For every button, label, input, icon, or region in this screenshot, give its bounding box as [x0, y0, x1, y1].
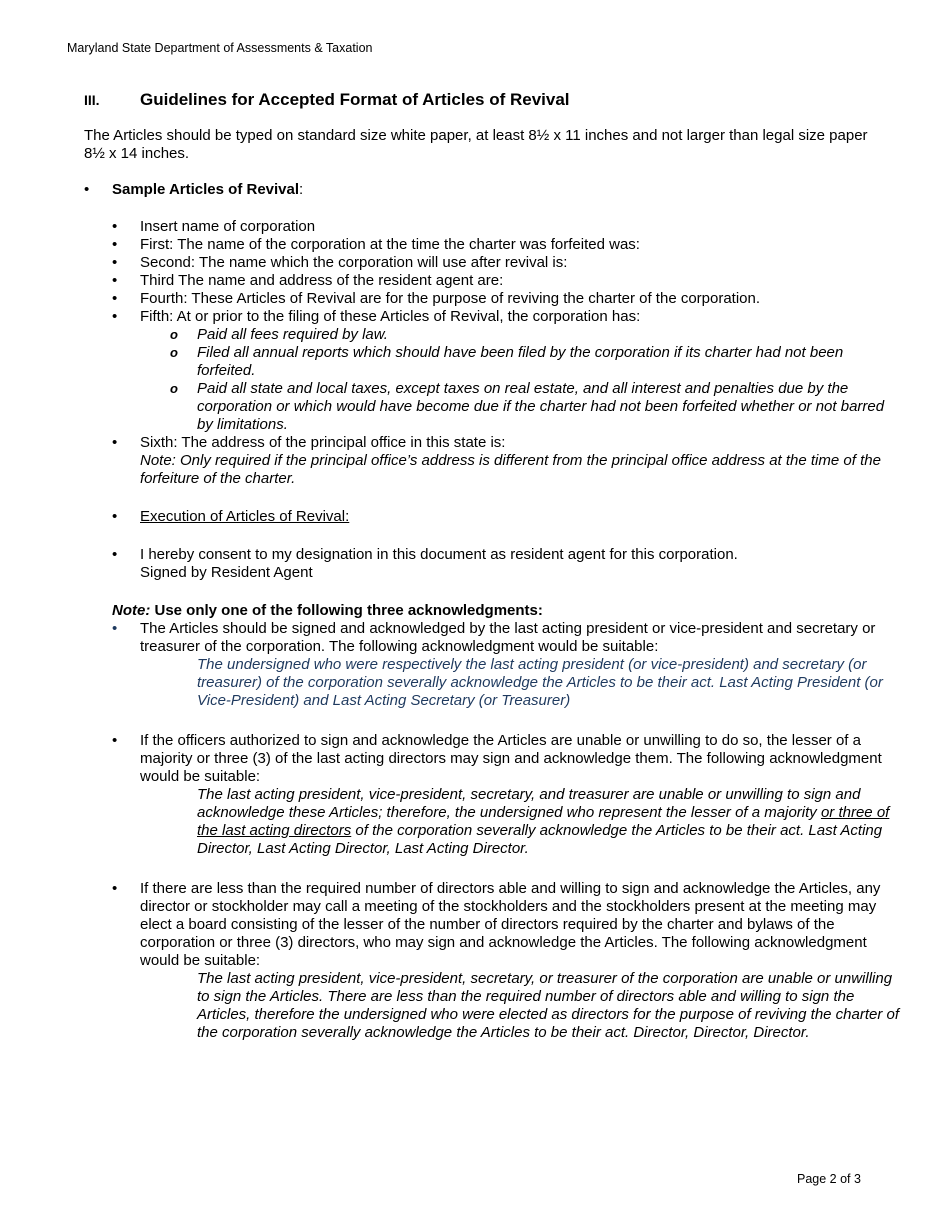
list-item: • Second: The name which the corporation will use after revival is:	[112, 254, 568, 271]
ack-item: • The Articles should be signed and acknowledged by the last acting president or vice-president and secretary or treasurer of the corporation. The following acknowledgment would be suitable:	[112, 620, 876, 655]
sub-item: o Paid all state and local taxes, except taxes on real estate, and all interest and penalties due by the corporation or which would have become due if the charter had not been forfeited whether or not barred by limitations.	[170, 380, 885, 433]
article-line: Insert name of corporation	[140, 218, 316, 235]
sub-item-text: Paid all state and local taxes, except taxes on real estate, and all interest and penalties due by the corporation or which would have become due if the charter had not been forfeited whether or not barred by limitations.	[197, 380, 885, 433]
article-line: Second: The name which the corporation will use after revival is:	[140, 254, 568, 271]
sub-item: o Filed all annual reports which should have been filed by the corporation if its charter had not been forfeited.	[170, 344, 844, 379]
list-item: • Insert name of corporation	[112, 218, 316, 235]
sub-item-text: Paid all fees required by law.	[197, 326, 388, 343]
ack-example: The undersigned who were respectively the last acting president (or vice-president) and secretary (or treasurer) of the corporation severally acknowledge the Articles to be their act. Last Acting President (or Vice-President) and Last Acting Secretary (or Treasurer)	[197, 656, 883, 709]
bullet: •	[84, 181, 90, 198]
article-line: First: The name of the corporation at the time the charter was forfeited was:	[140, 236, 640, 253]
list-item: • First: The name of the corporation at the time the charter was forfeited was:	[112, 236, 640, 253]
list-item: • Fifth: At or prior to the filing of these Articles of Revival, the corporation has:	[112, 308, 641, 325]
list-item: • I hereby consent to my designation in this document as resident agent for this corporation.	[112, 546, 738, 563]
section-heading	[84, 90, 570, 110]
ack-item: • If the officers authorized to sign and acknowledge the Articles are unable or unwilling to do so, the lesser of a majority or three (3) of the last acting directors may sign and acknowledge them. The following acknowledgment would be suitable:	[112, 732, 882, 785]
intro-paragraph: The Articles should be typed on standard size white paper, at least 8½ x 11 inches and not larger than legal size paper 8½ x 14 inches.	[84, 127, 868, 162]
sample-heading-label: Sample Articles of Revival	[112, 181, 300, 198]
section-number: III.	[84, 92, 100, 108]
list-item: • Fourth: These Articles of Revival are for the purpose of reviving the charter of the corporation.	[112, 290, 761, 307]
ack-example-part: of the corporation severally acknowledge the Articles to be their act. Last Acting Director, Last Acting Director, Last Acting Director.	[197, 822, 883, 857]
ack-note-label: Note:	[112, 602, 151, 619]
list-item: • Sixth: The address of the principal office in this state is:	[112, 434, 506, 451]
ack-item: • If there are less than the required number of directors able and willing to sign and acknowledge the Articles, any director or stockholder may call a meeting of the stockholders and the stockholders present at the meeting may elect a board consisting of the lesser of the number of directors required by the charter and bylaws of the corporation or three (3) directors, who may sign and acknowledge the Articles. The following acknowledgment would be suitable:	[112, 880, 881, 969]
ack-text: If there are less than the required number of directors able and willing to sign and acknowledge the Articles, any director or stockholder may call a meeting of the stockholders and the stockholders present at the meeting may elect a board consisting of the lesser of the number of directors required by the charter and bylaws of the corporation or three (3) directors, who may sign and acknowledge the Articles. The following acknowledgment would be suitable:	[140, 880, 881, 969]
page-number: Page 2 of 3	[797, 1172, 861, 1186]
execution-heading: Execution of Articles of Revival:	[140, 508, 350, 525]
article-line: Third The name and address of the resident agent are:	[140, 272, 504, 289]
list-item: • Execution of Articles of Revival:	[112, 508, 350, 525]
sixth-text: Sixth: The address of the principal office in this state is:	[140, 434, 506, 451]
sample-heading-colon: :	[299, 181, 304, 198]
ack-text: The Articles should be signed and acknowledged by the last acting president or vice-president and secretary or treasurer of the corporation. The following acknowledgment would be suitable:	[140, 620, 876, 655]
ack-example-part: The last acting president, vice-president, secretary, and treasurer are unable or unwilling to sign and acknowledge these Articles; therefore, the undersigned who represent the lesser of a majority	[197, 786, 861, 821]
ack-example	[112, 786, 902, 858]
article-line: Fourth: These Articles of Revival are for the purpose of reviving the charter of the corporation.	[140, 290, 761, 307]
ack-example: The last acting president, vice-president, secretary, or treasurer of the corporation are unable or unwilling to sign the Articles. There are less than the required number of directors able and willing to sign the Articles, therefore the undersigned who were elected as directors for the purpose of reviving the charter of the corporation severally acknowledge the Articles to be their act. Director, Director, Director.	[197, 970, 900, 1041]
header-org: Maryland State Department of Assessments & Taxation	[67, 41, 373, 55]
sub-item: o Paid all fees required by law.	[170, 326, 388, 343]
ack-example-underlined: or three of the last acting directors	[197, 804, 890, 839]
sixth-note: Note: Only required if the principal office’s address is different from the principal office address at the time of the forfeiture of the charter.	[140, 452, 881, 487]
ack-note-text: Use only one of the following three acknowledgments:	[150, 602, 543, 619]
ack-note	[112, 602, 902, 620]
section-title: Guidelines for Accepted Format of Articles of Revival	[140, 90, 570, 109]
list-item: • Third The name and address of the resident agent are:	[112, 272, 504, 289]
article-line: Fifth: At or prior to the filing of these Articles of Revival, the corporation has:	[140, 308, 641, 325]
sub-item-text: Filed all annual reports which should have been filed by the corporation if its charter had not been forfeited.	[197, 344, 844, 379]
consent-text: I hereby consent to my designation in this document as resident agent for this corporation.	[140, 546, 738, 563]
ack-text: If the officers authorized to sign and acknowledge the Articles are unable or unwilling to do so, the lesser of a majority or three (3) of the last acting directors may sign and acknowledge them. The following acknowledgment would be suitable:	[140, 732, 882, 785]
consent-signed: Signed by Resident Agent	[140, 564, 313, 581]
articles-list	[112, 218, 902, 1042]
